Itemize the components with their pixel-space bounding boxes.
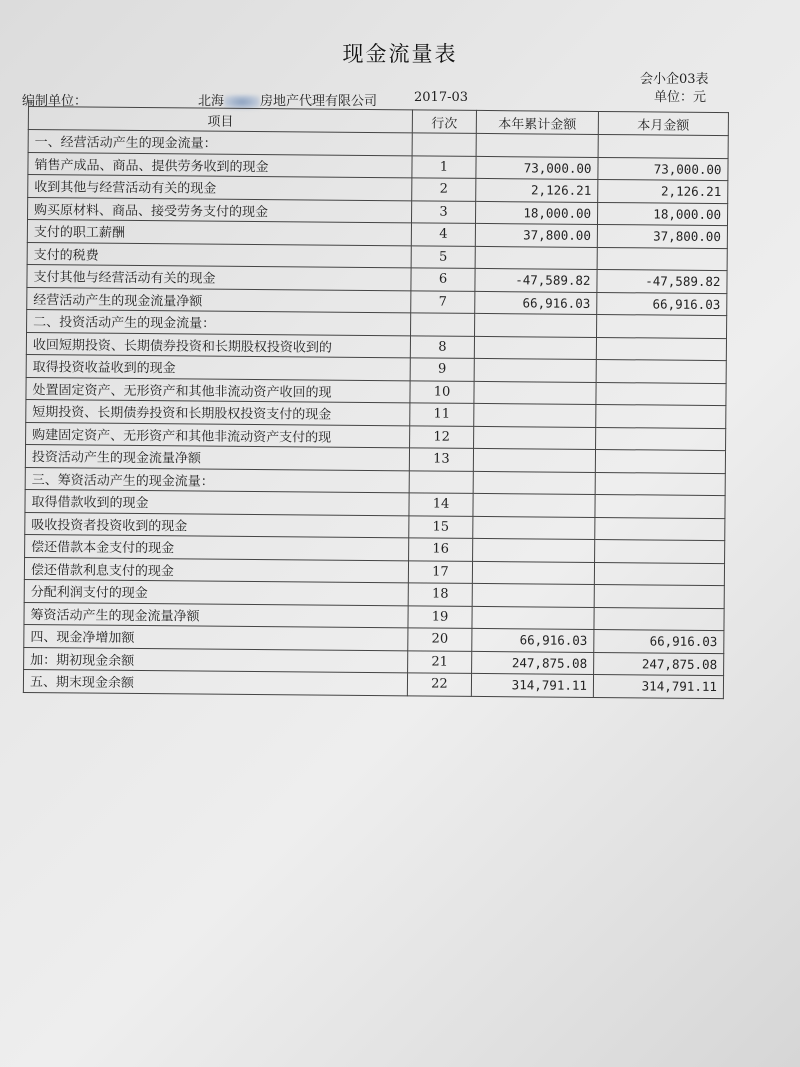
row-ytd-cell (473, 538, 595, 562)
row-month-cell: 18,000.00 (597, 202, 727, 226)
row-month-cell (596, 427, 726, 451)
row-ytd-cell: 2,126.21 (476, 178, 598, 202)
row-line-cell: 21 (408, 650, 472, 673)
row-ytd-cell (472, 583, 594, 607)
row-ytd-cell (473, 448, 595, 472)
header-item: 项目 (28, 107, 412, 133)
row-month-cell (594, 584, 724, 608)
row-ytd-cell: 18,000.00 (475, 201, 597, 225)
row-line-cell: 18 (408, 583, 472, 606)
row-month-cell: 66,916.03 (597, 292, 727, 316)
row-item-cell: 经营活动产生的现金流量净额 (27, 287, 411, 313)
row-line-cell: 17 (408, 560, 472, 583)
header-line: 行次 (412, 110, 476, 134)
row-line-cell: 7 (411, 290, 475, 313)
row-month-cell (596, 359, 726, 383)
row-item-cell: 加：期初现金余额 (24, 647, 408, 673)
company-prefix: 北海 (198, 94, 225, 109)
row-ytd-cell (474, 358, 596, 382)
row-item-cell: 销售产成品、商品、提供劳务收到的现金 (28, 152, 412, 178)
row-line-cell (411, 313, 475, 336)
row-ytd-cell: -47,589.82 (475, 268, 597, 292)
row-month-cell (596, 382, 726, 406)
row-item-cell: 支付其他与经营活动有关的现金 (27, 264, 411, 290)
row-month-cell (595, 494, 725, 518)
row-ytd-cell (472, 561, 594, 585)
row-item-cell: 吸收投资者投资收到的现金 (25, 512, 409, 538)
row-item-cell: 四、现金净增加额 (24, 624, 408, 650)
report-period: 2017-03 (414, 90, 469, 105)
row-ytd-cell (474, 381, 596, 405)
row-ytd-cell (473, 471, 595, 495)
row-month-cell (594, 607, 724, 631)
row-item-cell: 偿还借款本金支付的现金 (25, 534, 409, 560)
company-name (198, 90, 377, 109)
row-line-cell: 8 (410, 335, 474, 358)
row-line-cell: 9 (410, 358, 474, 381)
row-month-cell: 314,791.11 (593, 674, 723, 698)
row-ytd-cell (473, 493, 595, 517)
row-month-cell: 66,916.03 (594, 629, 724, 653)
row-month-cell (594, 562, 724, 586)
row-month-cell (595, 517, 725, 541)
row-ytd-cell (474, 336, 596, 360)
row-line-cell: 3 (411, 200, 475, 223)
row-line-cell (409, 470, 473, 493)
row-line-cell: 15 (409, 515, 473, 538)
row-ytd-cell: 66,916.03 (472, 628, 594, 652)
header-ytd: 本年累计金额 (476, 110, 598, 134)
row-month-cell: 73,000.00 (598, 157, 728, 181)
row-line-cell: 16 (409, 538, 473, 561)
row-line-cell: 2 (412, 178, 476, 201)
row-month-cell (595, 539, 725, 563)
row-item-cell: 投资活动产生的现金流量净额 (25, 444, 409, 470)
row-ytd-cell: 73,000.00 (476, 156, 598, 180)
compiler-label: 编制单位： (22, 94, 88, 109)
row-item-cell: 五、期末现金余额 (23, 669, 407, 695)
row-month-cell: 37,800.00 (597, 224, 727, 248)
row-item-cell: 二、投资活动产生的现金流量： (27, 309, 411, 335)
row-month-cell (597, 247, 727, 271)
row-item-cell: 分配利润支付的现金 (24, 579, 408, 605)
unit-label: 单位：元 (654, 90, 707, 105)
row-line-cell: 22 (407, 673, 471, 696)
row-item-cell: 三、筹资活动产生的现金流量： (25, 467, 409, 493)
row-item-cell: 收回短期投资、长期债券投资和长期股权投资收到的 (26, 332, 410, 358)
row-item-cell: 处置固定资产、无形资产和其他非流动资产收回的现 (26, 377, 410, 403)
row-item-cell: 取得借款收到的现金 (25, 489, 409, 515)
document-title: 现金流量表 (342, 42, 458, 66)
row-ytd-cell (475, 313, 597, 337)
row-month-cell: 2,126.21 (598, 179, 728, 203)
row-month-cell: 247,875.08 (594, 652, 724, 676)
row-item-cell: 短期投资、长期债券投资和长期股权投资支付的现金 (26, 399, 410, 425)
redaction-blur (224, 95, 260, 109)
row-item-cell: 支付的税费 (27, 242, 411, 268)
row-item-cell: 购建固定资产、无形资产和其他非流动资产支付的现 (26, 422, 410, 448)
row-ytd-cell (472, 606, 594, 630)
row-ytd-cell: 37,800.00 (475, 223, 597, 247)
row-line-cell: 20 (408, 628, 472, 651)
row-ytd-cell (474, 426, 596, 450)
row-month-cell (596, 404, 726, 428)
row-line-cell: 11 (410, 403, 474, 426)
row-line-cell: 6 (411, 268, 475, 291)
row-ytd-cell: 66,916.03 (475, 291, 597, 315)
row-item-cell: 偿还借款利息支付的现金 (24, 557, 408, 583)
table-row (23, 669, 723, 698)
row-item-cell: 一、经营活动产生的现金流量： (28, 130, 412, 156)
row-item-cell: 取得投资收益收到的现金 (26, 354, 410, 380)
row-month-cell (595, 472, 725, 496)
row-ytd-cell: 314,791.11 (471, 673, 593, 697)
row-line-cell: 10 (410, 380, 474, 403)
row-ytd-cell (473, 516, 595, 540)
row-line-cell: 1 (412, 155, 476, 178)
row-line-cell: 19 (408, 605, 472, 628)
row-ytd-cell (476, 133, 598, 157)
row-item-cell: 购买原材料、商品、接受劳务支付的现金 (28, 197, 412, 223)
row-ytd-cell (474, 403, 596, 427)
row-month-cell (596, 337, 726, 361)
row-item-cell: 支付的职工薪酬 (27, 220, 411, 246)
row-month-cell: -47,589.82 (597, 269, 727, 293)
row-item-cell: 筹资活动产生的现金流量净额 (24, 602, 408, 628)
row-line-cell: 12 (410, 425, 474, 448)
row-line-cell: 4 (411, 223, 475, 246)
row-line-cell: 5 (411, 245, 475, 268)
cash-flow-table (23, 106, 729, 699)
header-month: 本月金额 (598, 111, 728, 135)
row-month-cell (595, 449, 725, 473)
row-ytd-cell: 247,875.08 (472, 651, 594, 675)
form-code: 会小企03表 (640, 72, 709, 87)
row-line-cell: 13 (409, 448, 473, 471)
row-month-cell (597, 314, 727, 338)
row-line-cell: 14 (409, 493, 473, 516)
row-line-cell (412, 133, 476, 156)
company-suffix: 房地产代理有限公司 (260, 94, 378, 109)
row-ytd-cell (475, 246, 597, 270)
row-item-cell: 收到其他与经营活动有关的现金 (28, 175, 412, 201)
row-month-cell (598, 134, 728, 158)
